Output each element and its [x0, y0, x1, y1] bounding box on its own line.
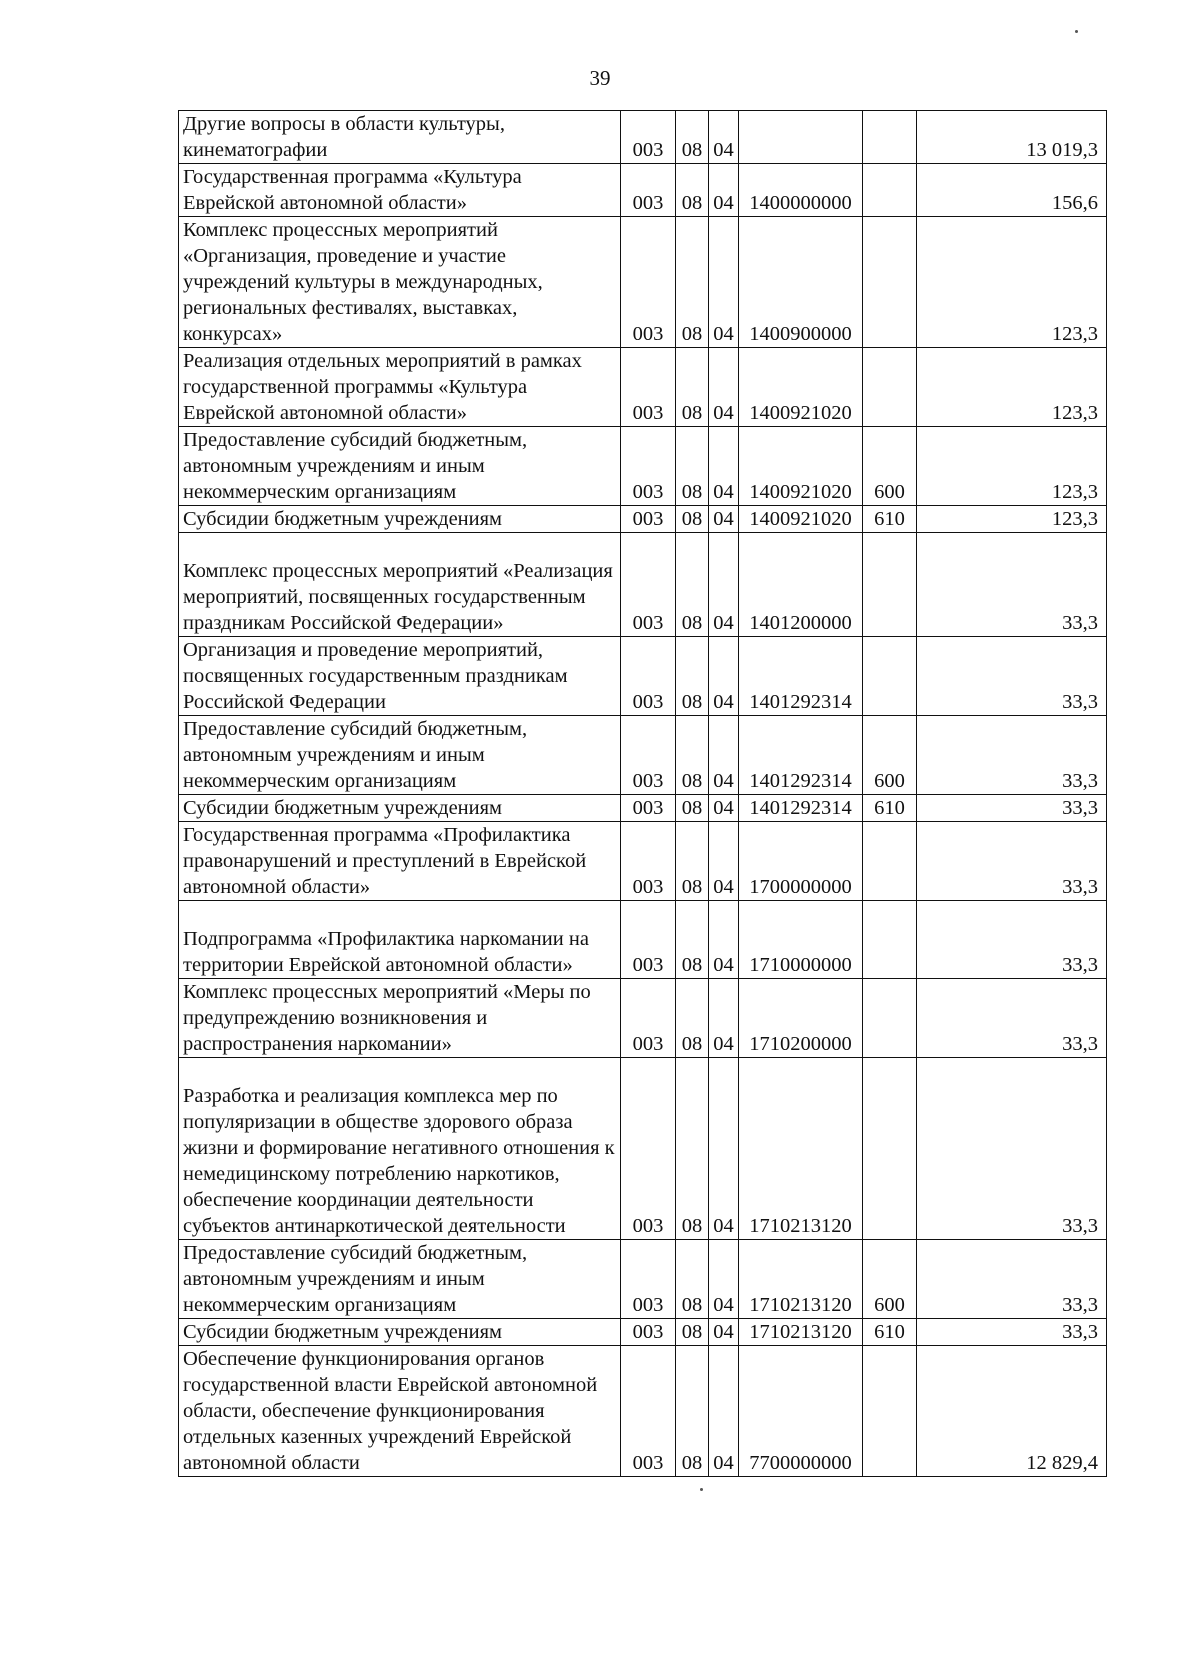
table-row — [179, 716, 1107, 795]
row-expense-code — [863, 979, 917, 1058]
row-subsection-code: 04 — [709, 1319, 739, 1346]
budget-table — [178, 110, 1107, 1477]
table-row — [179, 901, 1107, 979]
row-section-code: 08 — [676, 164, 709, 217]
row-admin-code: 003 — [621, 979, 676, 1058]
row-expense-code: 600 — [863, 1240, 917, 1319]
row-expense-code: 610 — [863, 506, 917, 533]
row-section-code: 08 — [676, 716, 709, 795]
row-subsection-code: 04 — [709, 1346, 739, 1477]
row-amount: 33,3 — [917, 1240, 1107, 1319]
row-target-code: 1400000000 — [739, 164, 863, 217]
row-name: Реализация отдельных мероприятий в рамках государственной программы «Культура Еврейской автономной области» — [179, 348, 621, 427]
table-row — [179, 979, 1107, 1058]
row-subsection-code: 04 — [709, 901, 739, 979]
row-expense-code — [863, 1058, 917, 1240]
row-expense-code — [863, 533, 917, 637]
row-name: Субсидии бюджетным учреждениям — [179, 506, 621, 533]
row-expense-code — [863, 348, 917, 427]
row-subsection-code: 04 — [709, 716, 739, 795]
row-admin-code: 003 — [621, 506, 676, 533]
table-row — [179, 795, 1107, 822]
table-row — [179, 217, 1107, 348]
row-expense-code — [863, 111, 917, 164]
row-admin-code: 003 — [621, 111, 676, 164]
row-expense-code — [863, 1346, 917, 1477]
row-name: Предоставление субсидий бюджетным, автономным учреждениям и иным некоммерческим организациям — [179, 427, 621, 506]
row-subsection-code: 04 — [709, 427, 739, 506]
row-section-code: 08 — [676, 822, 709, 901]
row-admin-code: 003 — [621, 1058, 676, 1240]
row-expense-code — [863, 822, 917, 901]
row-name: Организация и проведение мероприятий, посвященных государственным праздникам Российской Федерации — [179, 637, 621, 716]
row-name: Обеспечение функционирования органов государственной власти Еврейской автономной области, обеспечение функционирования отдельных казенных учреждений Еврейской автономной области — [179, 1346, 621, 1477]
row-amount: 33,3 — [917, 637, 1107, 716]
row-name: Предоставление субсидий бюджетным, автономным учреждениям и иным некоммерческим организациям — [179, 1240, 621, 1319]
row-amount: 123,3 — [917, 427, 1107, 506]
row-subsection-code: 04 — [709, 1240, 739, 1319]
row-target-code: 1401292314 — [739, 716, 863, 795]
table-body — [179, 111, 1107, 1477]
table-row — [179, 111, 1107, 164]
row-section-code: 08 — [676, 901, 709, 979]
row-target-code: 1710213120 — [739, 1058, 863, 1240]
row-amount: 33,3 — [917, 716, 1107, 795]
row-subsection-code: 04 — [709, 533, 739, 637]
row-section-code: 08 — [676, 217, 709, 348]
row-amount: 33,3 — [917, 1058, 1107, 1240]
row-section-code: 08 — [676, 637, 709, 716]
row-target-code: 1400900000 — [739, 217, 863, 348]
row-target-code: 1401200000 — [739, 533, 863, 637]
row-admin-code: 003 — [621, 716, 676, 795]
row-expense-code — [863, 217, 917, 348]
row-target-code: 1710213120 — [739, 1240, 863, 1319]
row-admin-code: 003 — [621, 164, 676, 217]
row-target-code: 1400921020 — [739, 348, 863, 427]
row-section-code: 08 — [676, 795, 709, 822]
row-admin-code: 003 — [621, 795, 676, 822]
row-admin-code: 003 — [621, 348, 676, 427]
row-amount: 123,3 — [917, 217, 1107, 348]
row-name: Государственная программа «Профилактика правонарушений и преступлений в Еврейской автономной области» — [179, 822, 621, 901]
row-amount: 12 829,4 — [917, 1346, 1107, 1477]
row-amount: 156,6 — [917, 164, 1107, 217]
scan-speck — [700, 1488, 703, 1491]
row-amount: 33,3 — [917, 1319, 1107, 1346]
row-admin-code: 003 — [621, 427, 676, 506]
row-admin-code: 003 — [621, 1346, 676, 1477]
row-section-code: 08 — [676, 979, 709, 1058]
row-expense-code: 600 — [863, 427, 917, 506]
row-admin-code: 003 — [621, 822, 676, 901]
row-target-code: 1400921020 — [739, 427, 863, 506]
row-target-code: 7700000000 — [739, 1346, 863, 1477]
row-section-code: 08 — [676, 427, 709, 506]
row-amount: 123,3 — [917, 348, 1107, 427]
row-section-code: 08 — [676, 1346, 709, 1477]
row-admin-code: 003 — [621, 1319, 676, 1346]
row-name: Субсидии бюджетным учреждениям — [179, 1319, 621, 1346]
row-admin-code: 003 — [621, 217, 676, 348]
row-section-code: 08 — [676, 348, 709, 427]
row-admin-code: 003 — [621, 637, 676, 716]
row-section-code: 08 — [676, 111, 709, 164]
row-name: Комплекс процессных мероприятий «Организация, проведение и участие учреждений культуры в международных, региональных фестивалях, выставках, конкурсах» — [179, 217, 621, 348]
table-row — [179, 1319, 1107, 1346]
row-subsection-code: 04 — [709, 637, 739, 716]
table-row — [179, 533, 1107, 637]
row-target-code: 1700000000 — [739, 822, 863, 901]
row-amount: 123,3 — [917, 506, 1107, 533]
row-expense-code — [863, 637, 917, 716]
row-target-code — [739, 111, 863, 164]
row-name: Другие вопросы в области культуры, кинематографии — [179, 111, 621, 164]
table-row — [179, 637, 1107, 716]
table-row — [179, 1058, 1107, 1240]
row-name: Комплекс процессных мероприятий «Меры по предупреждению возникновения и распространения наркомании» — [179, 979, 621, 1058]
row-target-code: 1710000000 — [739, 901, 863, 979]
row-subsection-code: 04 — [709, 979, 739, 1058]
row-subsection-code: 04 — [709, 164, 739, 217]
row-name: Разработка и реализация комплекса мер по популяризации в обществе здорового образа жизни и формирование негативного отношения к немедицинскому потреблению наркотиков, обеспечение координации деятельности субъектов антинаркотической деятельности — [179, 1058, 621, 1240]
row-target-code: 1401292314 — [739, 637, 863, 716]
row-amount: 33,3 — [917, 822, 1107, 901]
row-expense-code: 600 — [863, 716, 917, 795]
row-subsection-code: 04 — [709, 348, 739, 427]
row-name: Субсидии бюджетным учреждениям — [179, 795, 621, 822]
table-row — [179, 1240, 1107, 1319]
row-target-code: 1710213120 — [739, 1319, 863, 1346]
row-subsection-code: 04 — [709, 111, 739, 164]
table-row — [179, 427, 1107, 506]
row-admin-code: 003 — [621, 901, 676, 979]
row-section-code: 08 — [676, 1240, 709, 1319]
row-expense-code — [863, 901, 917, 979]
row-name: Комплекс процессных мероприятий «Реализация мероприятий, посвященных государственным праздникам Российской Федерации» — [179, 533, 621, 637]
row-subsection-code: 04 — [709, 822, 739, 901]
row-name: Подпрограмма «Профилактика наркомании на территории Еврейской автономной области» — [179, 901, 621, 979]
row-name: Государственная программа «Культура Еврейской автономной области» — [179, 164, 621, 217]
row-section-code: 08 — [676, 1319, 709, 1346]
table-row — [179, 506, 1107, 533]
table-row — [179, 1346, 1107, 1477]
table-row — [179, 822, 1107, 901]
row-admin-code: 003 — [621, 1240, 676, 1319]
row-expense-code: 610 — [863, 795, 917, 822]
row-expense-code — [863, 164, 917, 217]
row-target-code: 1710200000 — [739, 979, 863, 1058]
row-target-code: 1401292314 — [739, 795, 863, 822]
row-amount: 33,3 — [917, 795, 1107, 822]
row-subsection-code: 04 — [709, 1058, 739, 1240]
scan-speck — [1075, 30, 1078, 33]
row-subsection-code: 04 — [709, 217, 739, 348]
row-name: Предоставление субсидий бюджетным, автономным учреждениям и иным некоммерческим организациям — [179, 716, 621, 795]
row-target-code: 1400921020 — [739, 506, 863, 533]
table-row — [179, 164, 1107, 217]
row-section-code: 08 — [676, 533, 709, 637]
row-expense-code: 610 — [863, 1319, 917, 1346]
row-subsection-code: 04 — [709, 795, 739, 822]
row-subsection-code: 04 — [709, 506, 739, 533]
row-amount: 33,3 — [917, 533, 1107, 637]
row-section-code: 08 — [676, 506, 709, 533]
row-amount: 13 019,3 — [917, 111, 1107, 164]
table-row — [179, 348, 1107, 427]
row-section-code: 08 — [676, 1058, 709, 1240]
row-amount: 33,3 — [917, 979, 1107, 1058]
row-admin-code: 003 — [621, 533, 676, 637]
row-amount: 33,3 — [917, 901, 1107, 979]
page-number: 39 — [589, 66, 611, 90]
